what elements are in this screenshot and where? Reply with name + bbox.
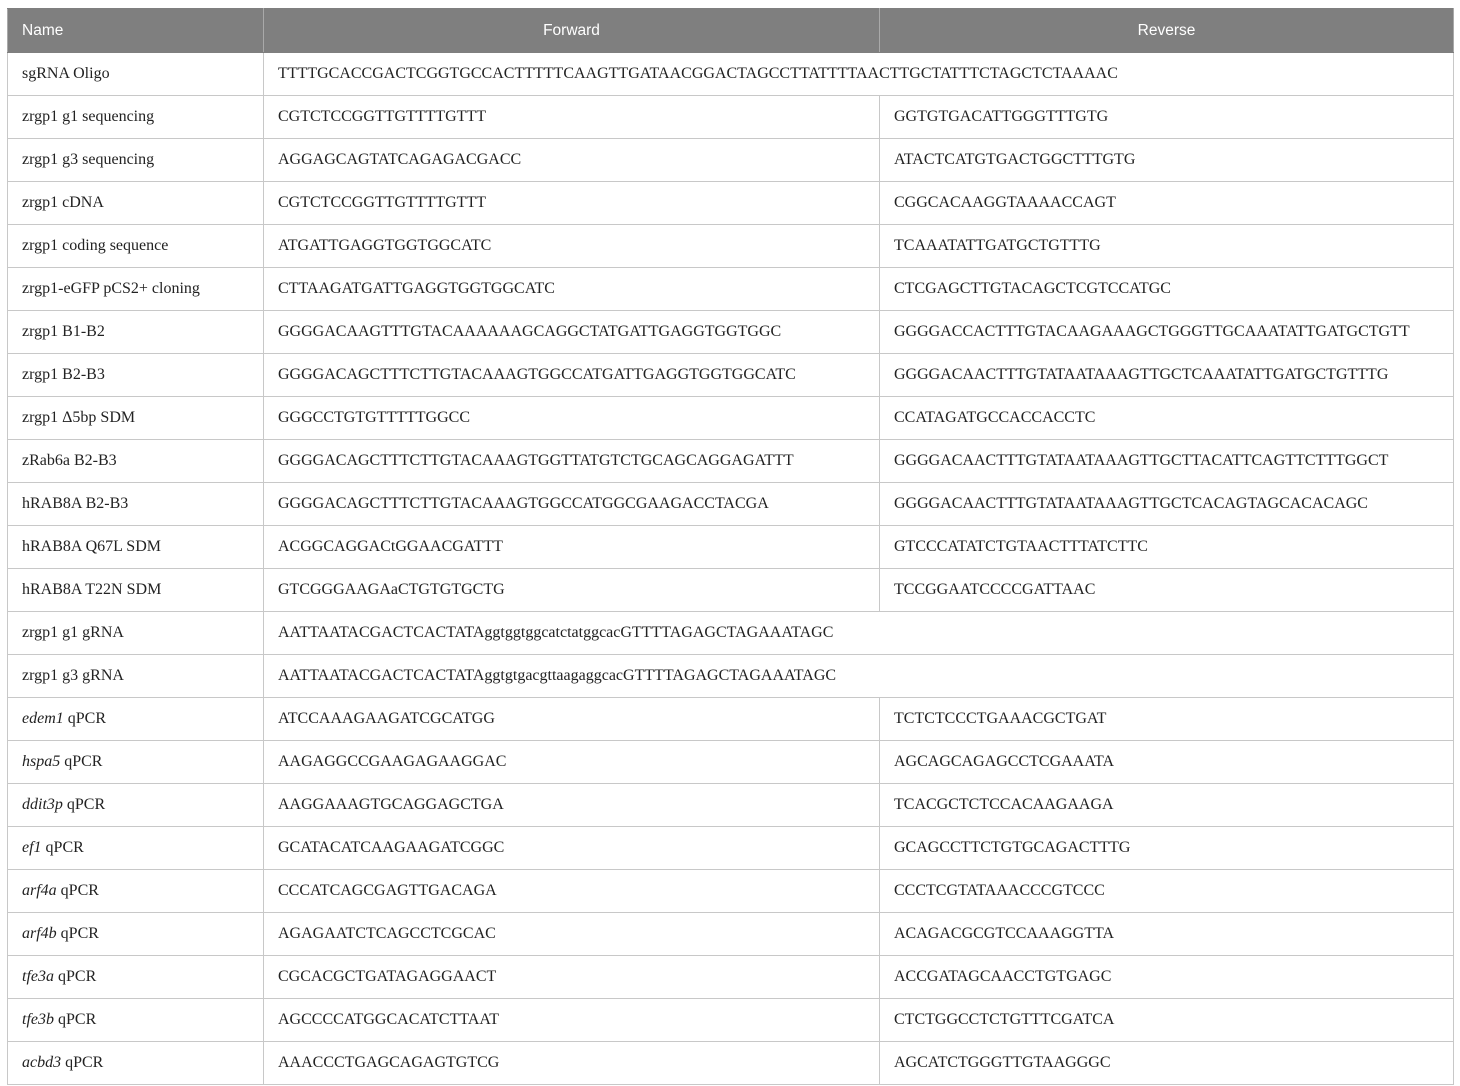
reverse-sequence-cell: CCATAGATGCCACCACCTC	[880, 397, 1454, 440]
reverse-sequence-cell: TCTCTCCCTGAAACGCTGAT	[880, 698, 1454, 741]
forward-sequence-cell: GGGGACAAGTTTGTACAAAAAAGCAGGCTATGATTGAGGTGGTGGC	[264, 311, 880, 354]
primer-name-cell: hRAB8A T22N SDM	[8, 569, 264, 612]
primer-name-cell: zrgp1 g1 gRNA	[8, 612, 264, 655]
primer-name-cell: zRab6a B2-B3	[8, 440, 264, 483]
table-row	[8, 827, 1454, 870]
assay-label: qPCR	[60, 753, 103, 770]
table-row	[8, 311, 1454, 354]
forward-sequence-cell: GGGGACAGCTTTCTTGTACAAAGTGGCCATGATTGAGGTGGTGGCATC	[264, 354, 880, 397]
forward-sequence-cell: AAGGAAAGTGCAGGAGCTGA	[264, 784, 880, 827]
primer-name-cell	[8, 698, 264, 741]
primer-name-cell: zrgp1 g1 sequencing	[8, 96, 264, 139]
primer-name-cell: zrgp1-eGFP pCS2+ cloning	[8, 268, 264, 311]
reverse-sequence-cell: ACCGATAGCAACCTGTGAGC	[880, 956, 1454, 999]
gene-name: arf4a	[22, 882, 57, 899]
header-row	[8, 9, 1454, 53]
gene-name: hspa5	[22, 753, 61, 770]
table-row	[8, 612, 1454, 655]
forward-sequence-cell: AATTAATACGACTCACTATAggtgtgacgttaagaggcacGTTTTAGAGCTAGAAATAGC	[264, 655, 1454, 698]
primer-name-cell: zrgp1 cDNA	[8, 182, 264, 225]
table-row	[8, 139, 1454, 182]
reverse-sequence-cell: GGGGACAACTTTGTATAATAAAGTTGCTCACAGTAGCACACAGC	[880, 483, 1454, 526]
table-row	[8, 354, 1454, 397]
forward-sequence-cell: AAACCCTGAGCAGAGTGTCG	[264, 1042, 880, 1085]
table-row	[8, 440, 1454, 483]
assay-label: qPCR	[56, 882, 99, 899]
gene-name: edem1	[22, 710, 64, 727]
primer-name-cell: zrgp1 B2-B3	[8, 354, 264, 397]
forward-sequence-cell: GGGGACAGCTTTCTTGTACAAAGTGGTTATGTCTGCAGCAGGAGATTT	[264, 440, 880, 483]
forward-sequence-cell: GTCGGGAAGAaCTGTGTGCTG	[264, 569, 880, 612]
primer-name-cell: hRAB8A Q67L SDM	[8, 526, 264, 569]
primer-name-cell	[8, 1042, 264, 1085]
reverse-column-header: Reverse	[880, 9, 1454, 53]
table-row	[8, 526, 1454, 569]
primer-name-cell	[8, 999, 264, 1042]
table-row	[8, 182, 1454, 225]
reverse-sequence-cell: TCACGCTCTCCACAAGAAGA	[880, 784, 1454, 827]
reverse-sequence-cell: GGGGACAACTTTGTATAATAAAGTTGCTTACATTCAGTTCTTTGGCT	[880, 440, 1454, 483]
table-row	[8, 397, 1454, 440]
primer-name-cell: zrgp1 B1-B2	[8, 311, 264, 354]
forward-sequence-cell: AAGAGGCCGAAGAGAAGGAC	[264, 741, 880, 784]
primer-name-cell: sgRNA Oligo	[8, 53, 264, 96]
table-row	[8, 999, 1454, 1042]
table-body	[8, 53, 1454, 1085]
assay-label: qPCR	[54, 1011, 97, 1028]
assay-label: qPCR	[56, 925, 99, 942]
gene-name: ddit3p	[22, 796, 63, 813]
table-row	[8, 784, 1454, 827]
primer-name-cell: zrgp1 g3 gRNA	[8, 655, 264, 698]
table-row	[8, 913, 1454, 956]
table-row	[8, 741, 1454, 784]
primer-name-cell	[8, 827, 264, 870]
forward-sequence-cell: ATGATTGAGGTGGTGGCATC	[264, 225, 880, 268]
forward-column-header: Forward	[264, 9, 880, 53]
primer-name-cell: zrgp1 coding sequence	[8, 225, 264, 268]
reverse-sequence-cell: GGGGACCACTTTGTACAAGAAAGCTGGGTTGCAAATATTGATGCTGTT	[880, 311, 1454, 354]
assay-label: qPCR	[41, 839, 84, 856]
forward-sequence-cell: CGTCTCCGGTTGTTTTGTTT	[264, 182, 880, 225]
forward-sequence-cell: ACGGCAGGACtGGAACGATTT	[264, 526, 880, 569]
primer-name-cell: hRAB8A B2-B3	[8, 483, 264, 526]
forward-sequence-cell: CCCATCAGCGAGTTGACAGA	[264, 870, 880, 913]
table-row	[8, 569, 1454, 612]
forward-sequence-cell: GCATACATCAAGAAGATCGGC	[264, 827, 880, 870]
gene-name: tfe3a	[22, 968, 54, 985]
reverse-sequence-cell: AGCATCTGGGTTGTAAGGGC	[880, 1042, 1454, 1085]
reverse-sequence-cell: TCAAATATTGATGCTGTTTG	[880, 225, 1454, 268]
forward-sequence-cell: GGGCCTGTGTTTTTGGCC	[264, 397, 880, 440]
forward-sequence-cell: AGCCCCATGGCACATCTTAAT	[264, 999, 880, 1042]
reverse-sequence-cell: CTCTGGCCTCTGTTTCGATCA	[880, 999, 1454, 1042]
reverse-sequence-cell: GCAGCCTTCTGTGCAGACTTTG	[880, 827, 1454, 870]
gene-name: tfe3b	[22, 1011, 54, 1028]
table-row	[8, 96, 1454, 139]
reverse-sequence-cell: CTCGAGCTTGTACAGCTCGTCCATGC	[880, 268, 1454, 311]
primer-table	[7, 8, 1454, 1085]
table-row	[8, 698, 1454, 741]
table-row	[8, 956, 1454, 999]
forward-sequence-cell: CGTCTCCGGTTGTTTTGTTT	[264, 96, 880, 139]
assay-label: qPCR	[62, 796, 106, 813]
assay-label: qPCR	[63, 710, 107, 727]
forward-sequence-cell: AATTAATACGACTCACTATAggtggtggcatctatggcacGTTTTAGAGCTAGAAATAGC	[264, 612, 1454, 655]
table-row	[8, 483, 1454, 526]
primer-name-cell	[8, 913, 264, 956]
primer-name-cell: zrgp1 g3 sequencing	[8, 139, 264, 182]
forward-sequence-cell: AGGAGCAGTATCAGAGACGACC	[264, 139, 880, 182]
primer-name-cell	[8, 870, 264, 913]
name-column-header: Name	[8, 9, 264, 53]
table-row	[8, 870, 1454, 913]
primer-name-cell: zrgp1 Δ5bp SDM	[8, 397, 264, 440]
assay-label: qPCR	[54, 968, 97, 985]
forward-sequence-cell: CTTAAGATGATTGAGGTGGTGGCATC	[264, 268, 880, 311]
table-header	[8, 9, 1454, 53]
reverse-sequence-cell: ACAGACGCGTCCAAAGGTTA	[880, 913, 1454, 956]
reverse-sequence-cell: AGCAGCAGAGCCTCGAAATA	[880, 741, 1454, 784]
reverse-sequence-cell: ATACTCATGTGACTGGCTTTGTG	[880, 139, 1454, 182]
assay-label: qPCR	[61, 1054, 104, 1071]
primer-name-cell	[8, 956, 264, 999]
reverse-sequence-cell: CGGCACAAGGTAAAACCAGT	[880, 182, 1454, 225]
forward-sequence-cell: ATCCAAAGAAGATCGCATGG	[264, 698, 880, 741]
primer-name-cell	[8, 784, 264, 827]
gene-name: arf4b	[22, 925, 57, 942]
forward-sequence-cell: CGCACGCTGATAGAGGAACT	[264, 956, 880, 999]
primer-name-cell	[8, 741, 264, 784]
reverse-sequence-cell: GGTGTGACATTGGGTTTGTG	[880, 96, 1454, 139]
table-row	[8, 53, 1454, 96]
table-row	[8, 655, 1454, 698]
table-row	[8, 1042, 1454, 1085]
forward-sequence-cell: TTTTGCACCGACTCGGTGCCACTTTTTCAAGTTGATAACGGACTAGCCTTATTTTAACTTGCTATTTCTAGCTCTAAAAC	[264, 53, 1454, 96]
forward-sequence-cell: GGGGACAGCTTTCTTGTACAAAGTGGCCATGGCGAAGACCTACGA	[264, 483, 880, 526]
forward-sequence-cell: AGAGAATCTCAGCCTCGCAC	[264, 913, 880, 956]
table-row	[8, 225, 1454, 268]
reverse-sequence-cell: GGGGACAACTTTGTATAATAAAGTTGCTCAAATATTGATGCTGTTTG	[880, 354, 1454, 397]
gene-name: acbd3	[22, 1054, 62, 1071]
reverse-sequence-cell: TCCGGAATCCCCGATTAAC	[880, 569, 1454, 612]
table-row	[8, 268, 1454, 311]
gene-name: ef1	[22, 839, 42, 856]
reverse-sequence-cell: CCCTCGTATAAACCCGTCCC	[880, 870, 1454, 913]
reverse-sequence-cell: GTCCCATATCTGTAACTTTATCTTC	[880, 526, 1454, 569]
